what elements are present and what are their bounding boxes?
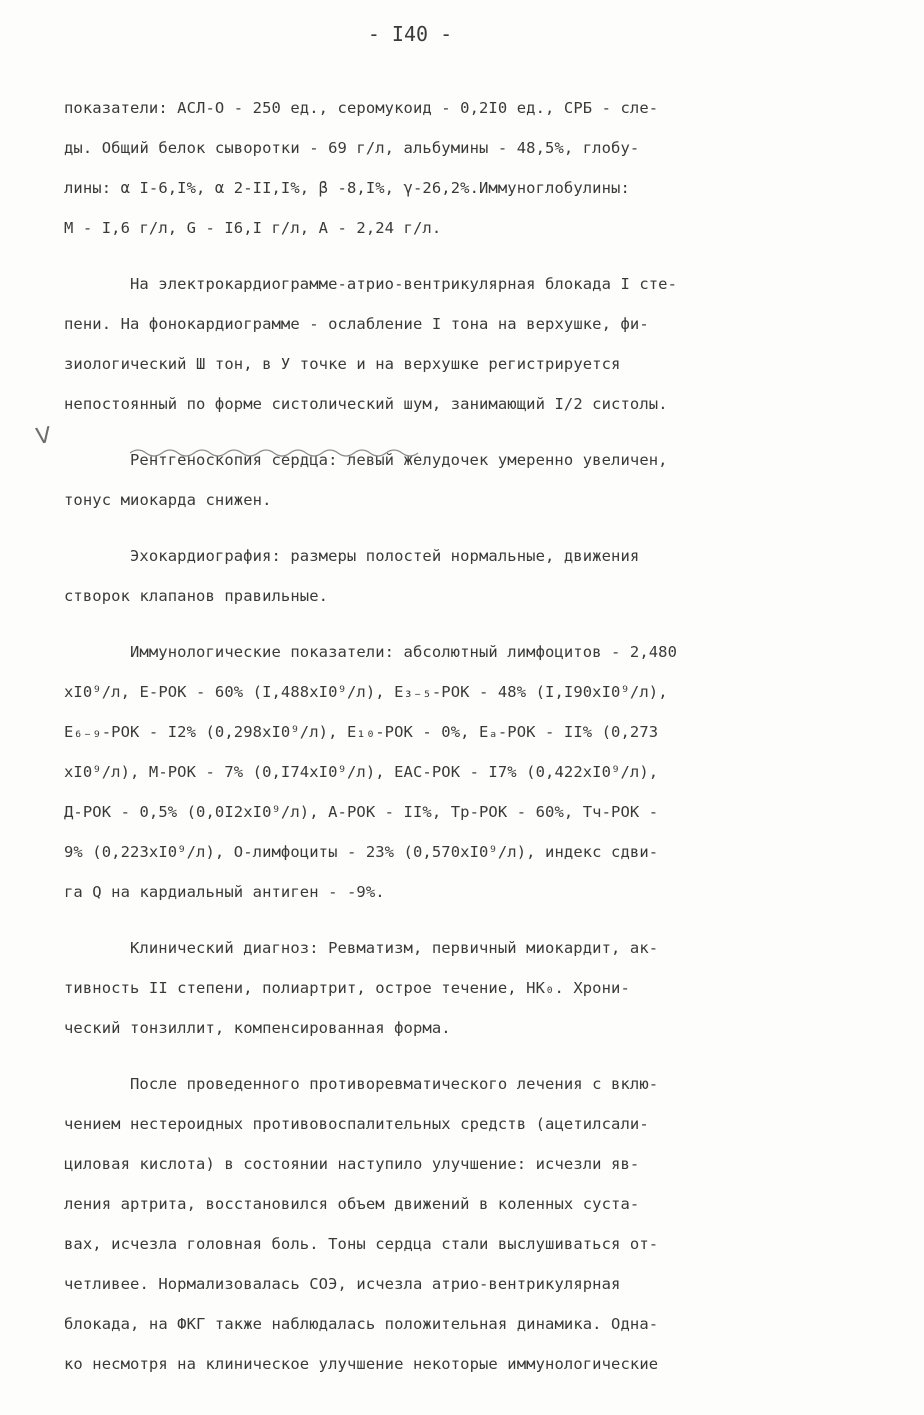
text-line: Рентгеноскопия сердца: левый желудочек умеренно увеличен,: [130, 451, 668, 469]
text-line: ления артрита, восстановился объем движений в коленных суста-: [64, 1195, 640, 1213]
text-line: вах, исчезла головная боль. Тоны сердца стали выслушиваться от-: [64, 1235, 659, 1253]
text-line: ко несмотря на клиническое улучшение некоторые иммунологические: [64, 1355, 659, 1373]
text-line: М - I,6 г/л, G - I6,I г/л, А - 2,24 г/л.: [64, 219, 442, 237]
paragraph-xray: [64, 440, 886, 520]
paragraph-ecg: [64, 264, 886, 424]
text-line: непостоянный по форме систолический шум, занимающий I/2 систолы.: [64, 395, 668, 413]
text-line: хI0⁹/л), М-РОК - 7% (0,I74хI0⁹/л), ЕАС-РОК - I7% (0,422хI0⁹/л),: [64, 763, 659, 781]
text-line: четливее. Нормализовалась СОЭ, исчезла атрио-вентрикулярная: [64, 1275, 621, 1293]
text-line: ческий тонзиллит, компенсированная форма.: [64, 1019, 451, 1037]
text-line: ды. Общий белок сыворотки - 69 г/л, альбумины - 48,5%, глобу-: [64, 139, 640, 157]
text-line: лины: α I-6,I%, α 2-II,I%, β -8,I%, γ-26,2%.Иммуноглобулины:: [64, 179, 630, 197]
text-line: тонус миокарда снижен.: [64, 491, 272, 509]
text-line: На электрокардиограмме-атрио-вентрикулярная блокада I сте-: [130, 275, 678, 293]
paragraph-treatment: [64, 1064, 886, 1384]
text-line: показатели: АСЛ-О - 250 ед., серомукоид - 0,2I0 ед., СРБ - сле-: [64, 99, 659, 117]
text-line: зиологический Ш тон, в У точке и на верхушке регистрируется: [64, 355, 621, 373]
paragraph-lab-results: [64, 88, 886, 248]
text-line: Эхокардиография: размеры полостей нормальные, движения: [130, 547, 640, 565]
text-line: чением нестероидных противовоспалительных средств (ацетилсали-: [64, 1115, 649, 1133]
text-line: пени. На фонокардиограмме - ослабление I тона на верхушке, фи-: [64, 315, 649, 333]
text-line: створок клапанов правильные.: [64, 587, 329, 605]
text-line: тивность II степени, полиартрит, острое течение, НК₀. Хрони-: [64, 979, 630, 997]
document-body: [64, 88, 886, 1400]
paragraph-immunology: [64, 632, 886, 912]
text-line: 9% (0,223хI0⁹/л), О-лимфоциты - 23% (0,570хI0⁹/л), индекс сдви-: [64, 843, 659, 861]
text-line: циловая кислота) в состоянии наступило улучшение: исчезли яв-: [64, 1155, 640, 1173]
page-number: - I40 -: [367, 22, 453, 46]
text-line: га Q на кардиальный антиген - -9%.: [64, 883, 385, 901]
paragraph-echo: [64, 536, 886, 616]
paragraph-diagnosis: [64, 928, 886, 1048]
text-line: После проведенного противоревматического лечения с вклю-: [130, 1075, 659, 1093]
margin-checkmark: V: [34, 423, 53, 450]
text-line: хI0⁹/л, Е-РОК - 60% (I,488хI0⁹/л), E₃₋₅-РОК - 48% (I,I90хI0⁹/л),: [64, 683, 668, 701]
text-line: E₆₋₉-РОК - I2% (0,298хI0⁹/л), E₁₀-РОК - 0%, Eₐ-РОК - II% (0,273: [64, 723, 659, 741]
text-line: Клинический диагноз: Ревматизм, первичный миокардит, ак-: [130, 939, 659, 957]
text-line: блокада, на ФКГ также наблюдалась положительная динамика. Одна-: [64, 1315, 659, 1333]
text-line: Иммунологические показатели: абсолютный лимфоцитов - 2,480: [130, 643, 678, 661]
text-line: Д-РОК - 0,5% (0,0I2хI0⁹/л), А-РОК - II%, Tр-РОК - 60%, Tч-РОК -: [64, 803, 659, 821]
